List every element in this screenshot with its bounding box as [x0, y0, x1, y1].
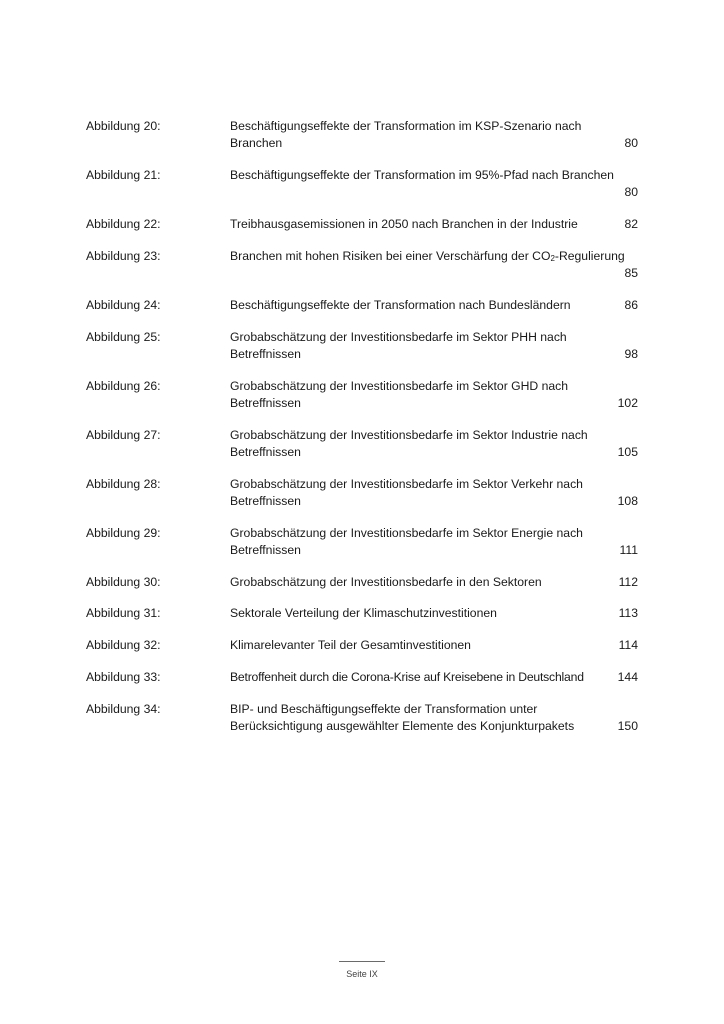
toc-entry[interactable]	[86, 605, 638, 622]
toc-entry[interactable]	[86, 248, 638, 282]
figure-title: Beschäftigungseffekte der Transformation im KSP-Szenario nach Branchen	[230, 119, 582, 151]
toc-entry[interactable]	[86, 427, 638, 461]
figure-label: Abbildung 33:	[86, 669, 161, 684]
toc-entry[interactable]	[86, 216, 638, 233]
figure-title: Sektorale Verteilung der Klimaschutzinvestitionen	[230, 606, 497, 621]
figure-label: Abbildung 22:	[86, 217, 161, 231]
figure-label: Abbildung 21:	[86, 168, 161, 182]
page-number: 80	[624, 136, 638, 151]
figure-title: BIP- und Beschäftigungseffekte der Transformation unter Berücksichtigung ausgewählter Elemente des Konjunkturpakets	[230, 701, 575, 733]
page-number: 144	[617, 669, 638, 684]
figure-label: Abbildung 31:	[86, 606, 161, 621]
toc-entry[interactable]	[86, 476, 638, 510]
figure-title	[230, 248, 638, 265]
figure-title: Grobabschätzung der Investitionsbedarfe im Sektor Industrie nach Betreffnissen	[230, 427, 588, 459]
figure-label: Abbildung 23:	[86, 248, 161, 263]
figure-title: Grobabschätzung der Investitionsbedarfe im Sektor Energie nach Betreffnissen	[230, 525, 583, 557]
page-number: 150	[617, 718, 638, 733]
figure-label: Abbildung 24:	[86, 297, 161, 312]
toc-entry[interactable]	[86, 329, 638, 363]
toc-entry[interactable]	[86, 525, 638, 559]
figure-label: Abbildung 34:	[86, 701, 161, 716]
page-number: 85	[624, 266, 638, 280]
figure-title: Klimarelevanter Teil der Gesamtinvestitionen	[230, 638, 471, 653]
page-number: 102	[617, 395, 638, 410]
toc-entry[interactable]	[86, 378, 638, 412]
page-number: 111	[619, 542, 638, 557]
toc-entry[interactable]	[86, 701, 638, 735]
figure-title: Beschäftigungseffekte der Transformation nach Bundesländern	[230, 297, 571, 312]
figure-title: Grobabschätzung der Investitionsbedarfe im Sektor PHH nach Betreffnissen	[230, 329, 567, 361]
figure-title-part: -Regulierung	[554, 248, 625, 263]
page-number: 86	[624, 297, 638, 312]
figure-label: Abbildung 29:	[86, 525, 161, 540]
figure-title: Grobabschätzung der Investitionsbedarfe im Sektor Verkehr nach Betreffnissen	[230, 476, 583, 508]
figure-label: Abbildung 32:	[86, 638, 161, 653]
figure-title: Betroffenheit durch die Corona-Krise auf Kreisebene in Deutschland	[230, 669, 584, 684]
figure-label: Abbildung 20:	[86, 119, 161, 133]
page-number: 82	[624, 217, 638, 231]
figure-label: Abbildung 27:	[86, 427, 161, 442]
figure-title: Grobabschätzung der Investitionsbedarfe in den Sektoren	[230, 574, 542, 589]
page-footer-number: Seite IX	[346, 969, 378, 979]
page-number: 112	[618, 574, 638, 589]
figure-label: Abbildung 30:	[86, 574, 161, 589]
toc-entry[interactable]	[86, 167, 638, 201]
footer-divider	[339, 961, 385, 962]
toc-entry[interactable]	[86, 118, 638, 152]
page-number: 113	[618, 606, 638, 621]
figure-title: Treibhausgasemissionen in 2050 nach Branchen in der Industrie	[230, 217, 578, 231]
toc-entry[interactable]	[86, 574, 638, 591]
list-of-figures	[86, 118, 638, 750]
figure-label: Abbildung 26:	[86, 378, 161, 393]
page-number: 105	[617, 444, 638, 459]
figure-label: Abbildung 28:	[86, 476, 161, 491]
figure-label: Abbildung 25:	[86, 329, 161, 344]
toc-entry[interactable]	[86, 669, 638, 686]
co2-subscript: 2	[550, 253, 555, 263]
page-number: 108	[617, 493, 638, 508]
page-number: 114	[618, 638, 638, 653]
toc-entry[interactable]	[86, 637, 638, 654]
page-number: 98	[624, 346, 638, 361]
page-number: 80	[624, 185, 638, 200]
figure-title: Grobabschätzung der Investitionsbedarfe im Sektor GHD nach Betreffnissen	[230, 378, 569, 410]
figure-title: Beschäftigungseffekte der Transformation im 95%-Pfad nach Branchen	[230, 168, 614, 182]
toc-entry[interactable]	[86, 297, 638, 314]
figure-title-part: Branchen mit hohen Risiken bei einer Verschärfung der CO	[230, 248, 551, 263]
